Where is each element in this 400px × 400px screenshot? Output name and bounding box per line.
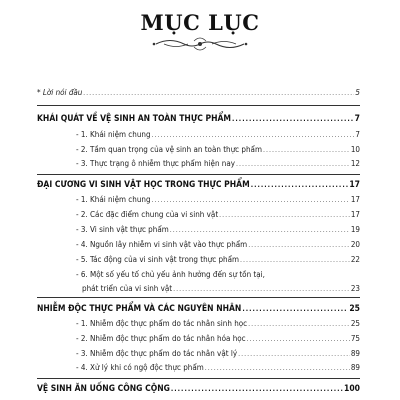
toc-item-page: 20 [350,240,360,249]
toc-chapter-page: 7 [354,114,360,124]
toc-item-page: 17 [350,210,360,219]
page-title: MỤC LỤC [140,10,260,35]
toc-item-page: 22 [350,255,360,264]
leader-dots [171,385,343,393]
leader-dots [232,115,354,123]
toc-item-label: - 5. Tác động của vi sinh vật trong thực phẩm [76,255,239,264]
toc-item-label: - 2. Tầm quan trọng của vệ sinh an toàn thực phẩm [76,145,262,154]
toc-item-label: - 1. Nhiễm độc thực phẩm do tác nhân sinh học [76,319,248,328]
toc-item-label: - 3. Nhiễm độc thực phẩm do tác nhân vật lý [76,349,238,358]
toc-item-page: 7 [355,130,360,139]
toc-item-page: 23 [350,284,360,293]
leader-dots [205,364,350,372]
toc-item-label: - 4. Nguồn lây nhiễm vi sinh vật vào thực phẩm [76,240,248,249]
toc-item[interactable] [76,363,360,372]
leader-dots [248,320,350,328]
divider [37,378,360,379]
toc-chapter[interactable] [37,304,360,314]
toc-item-page: 89 [350,363,360,372]
toc-item-label: - 1. Khái niệm chung [76,195,151,204]
leader-dots [251,181,349,189]
leader-dots [263,146,350,154]
toc-item-page: 19 [350,225,360,234]
toc-chapter-title: VỆ SINH ĂN UỐNG CÔNG CỘNG [37,384,170,394]
toc-item-label: - 2. Nhiễm độc thực phẩm do tác nhân hóa học [76,334,246,343]
divider [37,105,360,106]
divider [37,297,360,298]
title-ornament-icon [150,35,250,53]
leader-dots [170,226,350,234]
toc-item-page: 17 [350,195,360,204]
leader-dots [83,89,354,97]
toc-chapter-title: KHÁI QUÁT VỀ VỆ SINH AN TOÀN THỰC PHẨM [37,114,232,124]
toc-item-page: 25 [350,319,360,328]
leader-dots [219,211,350,219]
leader-dots [248,241,350,249]
toc-item-label: - 1. Khái niệm chung [76,130,151,139]
leader-dots [152,131,355,139]
toc-item-page: 75 [350,334,360,343]
toc-item-label: - 2. Các đặc điểm chung của vi sinh vật [76,210,219,219]
toc-item[interactable] [76,130,360,139]
toc-item[interactable] [76,255,360,264]
toc-item[interactable] [76,240,360,249]
toc-item-label: - 3. Thực trạng ô nhiễm thực phẩm hiện nay [76,159,236,168]
toc-chapter-page: 17 [349,180,360,190]
toc-item[interactable] [76,334,360,343]
toc-chapter-page: 100 [344,384,360,394]
toc-item[interactable] [76,159,360,168]
toc-item-label-continuation: phát triển của vi sinh vật [82,284,173,293]
toc-item[interactable] [76,210,360,219]
toc-item-page: 12 [350,159,360,168]
leader-dots [247,335,350,343]
leader-dots [240,256,350,264]
toc-item-label[interactable]: - 6. Một số yếu tố chủ yếu ảnh hưởng đến sự tồn tại, [76,270,265,279]
leader-dots [236,160,350,168]
toc-chapter[interactable] [37,384,360,394]
divider [37,174,360,175]
toc-preface[interactable] [37,88,360,97]
toc-item[interactable] [76,319,360,328]
toc-item-page: 10 [350,145,360,154]
toc-item[interactable] [82,284,360,293]
toc-item[interactable] [76,195,360,204]
toc-chapter[interactable] [37,114,360,124]
toc-item[interactable] [76,145,360,154]
toc-item-label: - 3. Vi sinh vật thực phẩm [76,225,169,234]
toc-chapter-page: 25 [349,304,360,314]
toc-item-label: - 4. Xử lý khi có ngộ độc thực phẩm [76,363,204,372]
leader-dots [242,305,348,313]
leader-dots [152,196,350,204]
toc-item-page: 89 [350,349,360,358]
toc-preface-page: 5 [355,88,360,97]
toc-chapter-title: NHIỄM ĐỘC THỰC PHẨM VÀ CÁC NGUYÊN NHÂN [37,304,242,314]
leader-dots [238,350,350,358]
toc-chapter[interactable] [37,180,360,190]
toc-item[interactable] [76,225,360,234]
toc-chapter-title: ĐẠI CƯƠNG VI SINH VẬT HỌC TRONG THỰC PHẨM [37,180,250,190]
toc-preface-label: * Lời nói đầu [37,88,83,97]
toc-item[interactable] [76,349,360,358]
leader-dots [173,285,350,293]
